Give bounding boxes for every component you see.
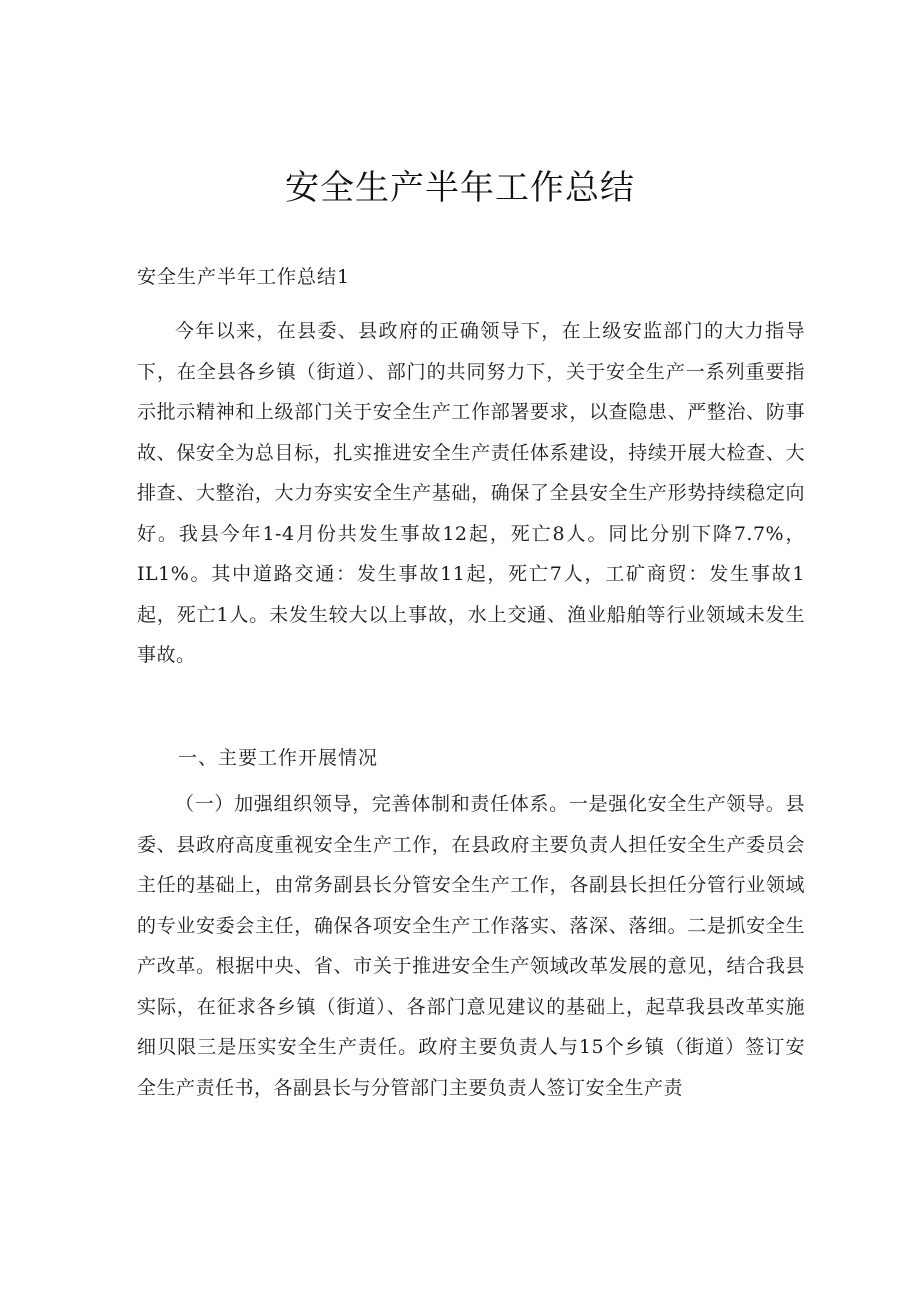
body-paragraph-1: 今年以来，在县委、县政府的正确领导下，在上级安监部门的大力指导下，在全县各乡镇（街道）、部门的共同努力下，关于安全生产一系列重要指示批示精神和上级部门关于安全生产工作部署要求，以查隐患、严整治、防事故、保安全为总目标，扎实推进安全生产责任体系建设，持续开展大检查、大排查、大整治，大力夯实安全生产基础，确保了全县安全生产形势持续稳定向好。我县今年1-4月份共发生事故12起，死亡8人。同比分别下降7.7%，IL1%。其中道路交通：发生事故11起，死亡7人，工矿商贸：发生事故1起，死亡1人。未发生较大以上事故，水上交通、渔业船舶等行业领域未发生事故。	[137, 320, 805, 666]
document-title: 安全生产半年工作总结	[285, 168, 635, 208]
body-paragraph-2: （一）加强组织领导，完善体制和责任体系。一是强化安全生产领导。县委、县政府高度重视安全生产工作，在县政府主要负责人担任安全生产委员会主任的基础上，由常务副县长分管安全生产工作，各副县长担任分管行业领域的专业安委会主任，确保各项安全生产工作落实、落深、落细。二是抓安全生产改革。根据中央、省、市关于推进安全生产领域改革发展的意见，结合我县实际，在征求各乡镇（街道）、各部门意见建议的基础上，起草我县改革实施细贝限三是压实安全生产责任。政府主要负责人与15个乡镇（街道）签订安全生产责任书，各副县长与分管部门主要负责人签订安全生产责	[137, 793, 805, 1099]
section-title: 安全生产半年工作总结1	[137, 266, 351, 288]
heading-main-work: 一、主要工作开展情况	[178, 747, 379, 769]
